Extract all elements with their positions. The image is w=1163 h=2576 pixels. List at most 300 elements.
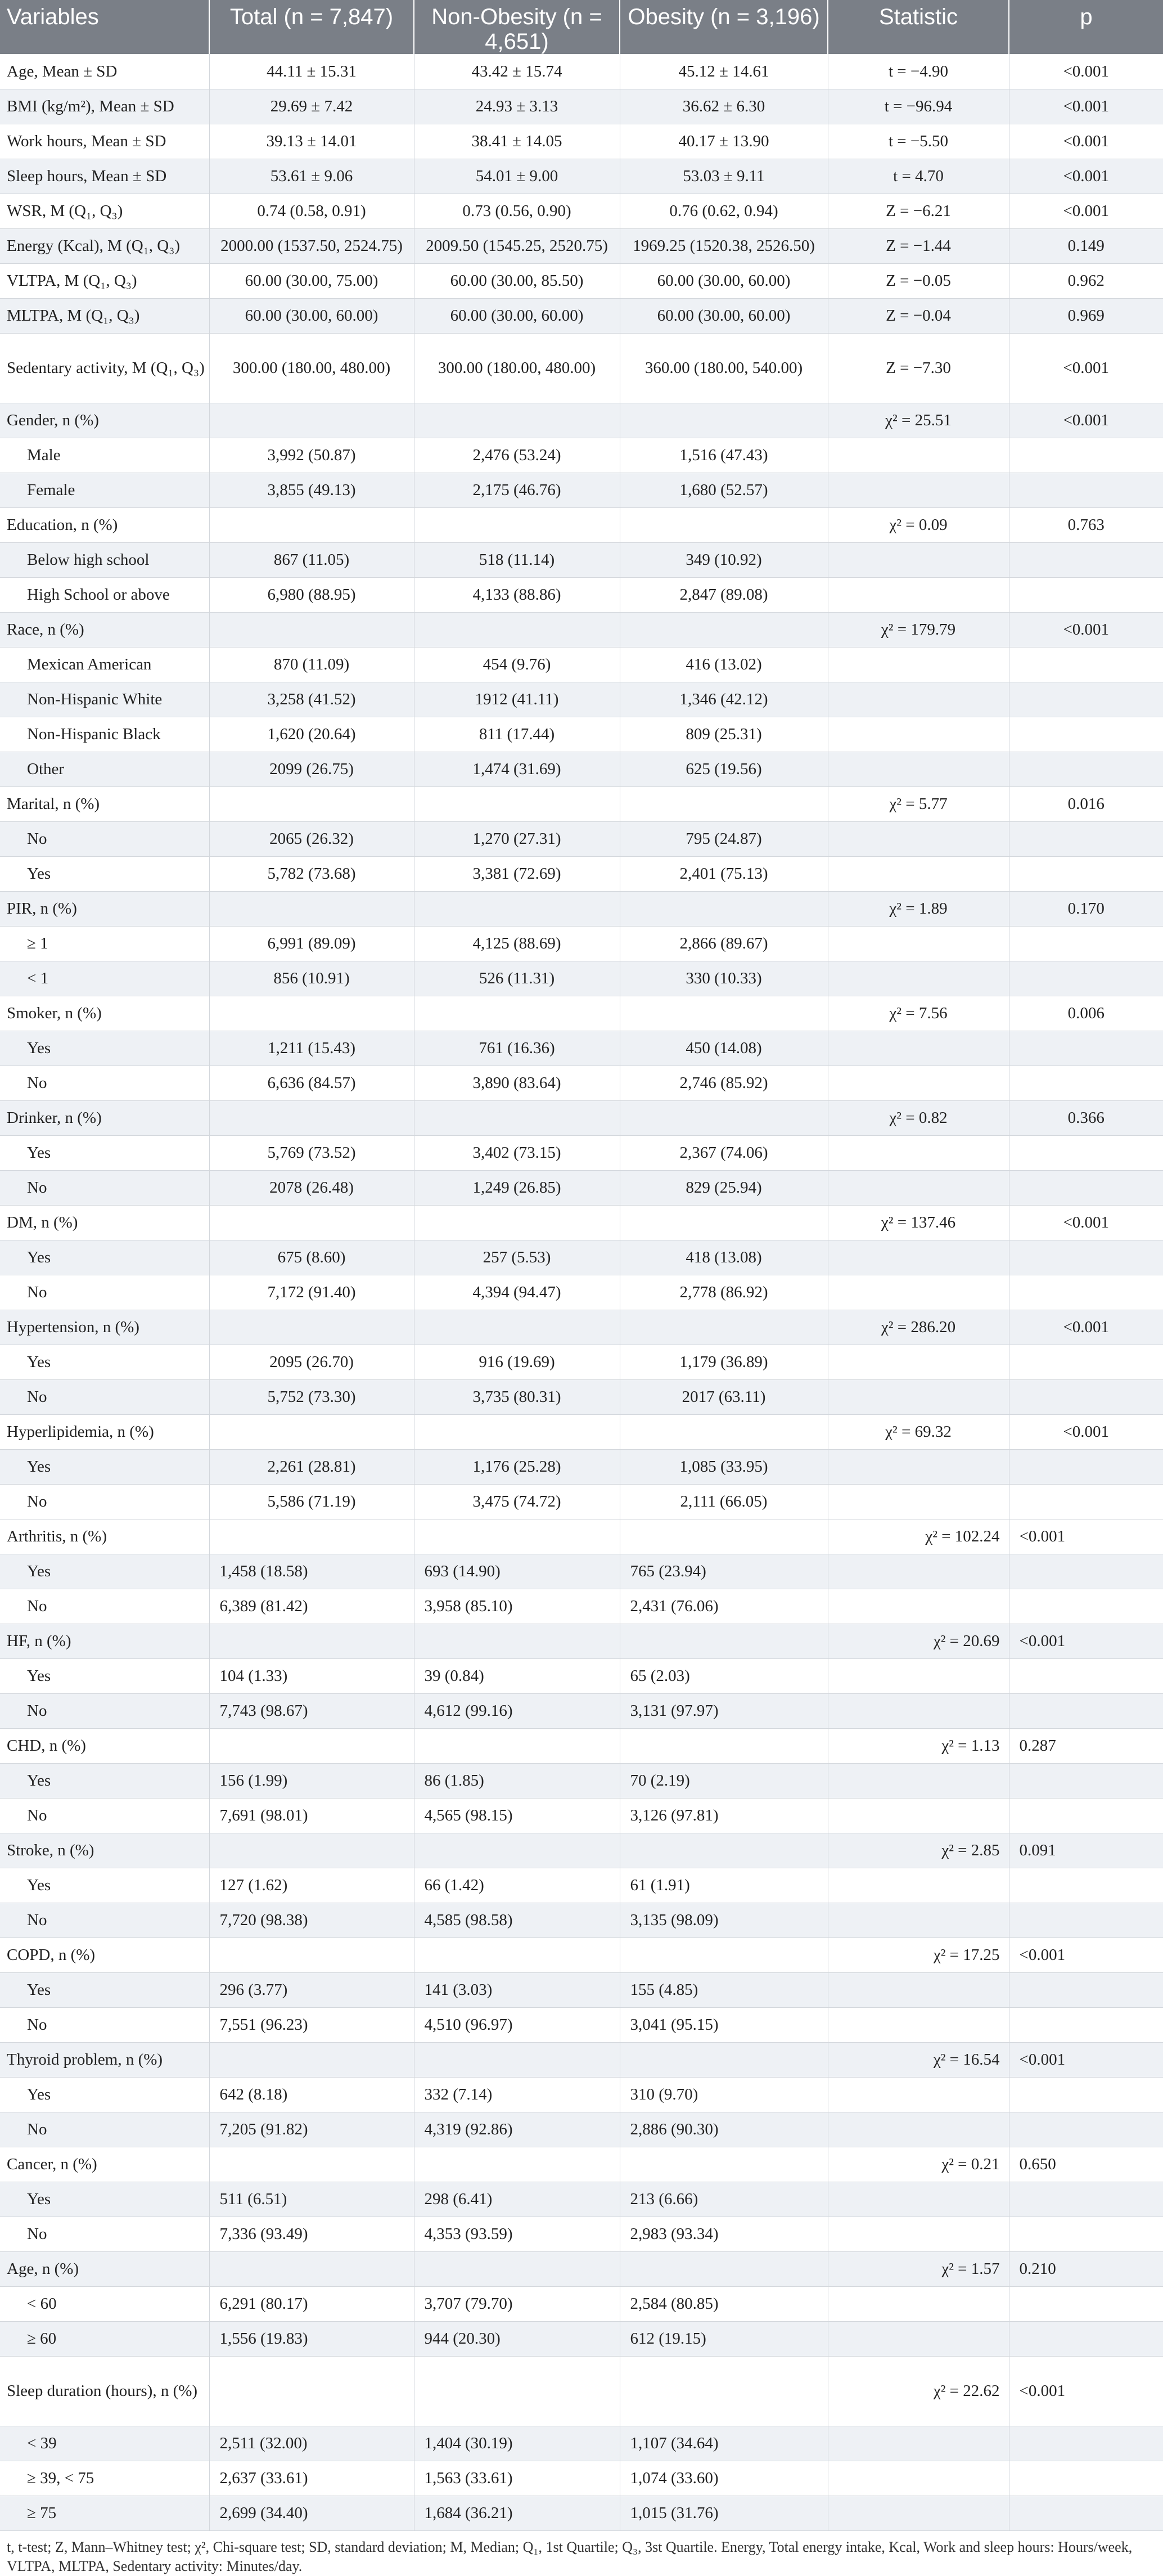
table-row — [0, 1763, 1163, 1798]
cell-p-value — [1009, 2461, 1163, 2496]
cell-non-obesity: 3,958 (85.10) — [414, 1589, 620, 1624]
cell-total: 675 (8.60) — [209, 1240, 414, 1275]
cell-variable: Male — [0, 438, 209, 473]
cell-non-obesity: 38.41 ± 14.05 — [414, 124, 620, 159]
cell-total — [209, 891, 414, 926]
cell-statistic: χ² = 0.09 — [828, 507, 1009, 542]
table-row — [0, 1903, 1163, 1937]
cell-p-value — [1009, 473, 1163, 507]
cell-total: 3,258 (41.52) — [209, 682, 414, 717]
table-row — [0, 1449, 1163, 1484]
cell-obesity: 60.00 (30.00, 60.00) — [620, 298, 828, 333]
cell-p-value — [1009, 438, 1163, 473]
cell-p-value: 0.366 — [1009, 1100, 1163, 1135]
cell-non-obesity: 300.00 (180.00, 480.00) — [414, 333, 620, 403]
cell-obesity: 45.12 ± 14.61 — [620, 54, 828, 89]
cell-variable: VLTPA, M (Q₁, Q₃) — [0, 263, 209, 298]
cell-non-obesity: 454 (9.76) — [414, 647, 620, 682]
cell-non-obesity — [414, 786, 620, 821]
cell-statistic: χ² = 0.21 — [828, 2147, 1009, 2182]
cell-statistic: χ² = 5.77 — [828, 786, 1009, 821]
cell-p-value — [1009, 1972, 1163, 2007]
cell-non-obesity: 43.42 ± 15.74 — [414, 54, 620, 89]
cell-statistic — [828, 926, 1009, 961]
cell-p-value: <0.001 — [1009, 1937, 1163, 1972]
cell-variable: No — [0, 2112, 209, 2147]
cell-variable: < 60 — [0, 2286, 209, 2321]
cell-obesity: 2,431 (76.06) — [620, 1589, 828, 1624]
cell-variable: Yes — [0, 1868, 209, 1903]
cell-non-obesity — [414, 996, 620, 1031]
cell-variable: Yes — [0, 1240, 209, 1275]
cell-statistic — [828, 856, 1009, 891]
table-row — [0, 1170, 1163, 1205]
table-row — [0, 577, 1163, 612]
cell-p-value — [1009, 2007, 1163, 2042]
cell-obesity: 416 (13.02) — [620, 647, 828, 682]
cell-p-value — [1009, 1798, 1163, 1833]
cell-p-value — [1009, 542, 1163, 577]
cell-statistic — [828, 2426, 1009, 2461]
cell-obesity: 1969.25 (1520.38, 2526.50) — [620, 228, 828, 263]
cell-obesity: 809 (25.31) — [620, 717, 828, 752]
cell-obesity: 1,074 (33.60) — [620, 2461, 828, 2496]
table-row — [0, 1379, 1163, 1414]
cell-statistic — [828, 2286, 1009, 2321]
cell-non-obesity: 1,270 (27.31) — [414, 821, 620, 856]
table-row — [0, 1031, 1163, 1066]
cell-statistic: Z = −0.05 — [828, 263, 1009, 298]
cell-obesity — [620, 1728, 828, 1763]
table-row — [0, 1658, 1163, 1693]
cell-variable: No — [0, 1589, 209, 1624]
cell-p-value: 0.016 — [1009, 786, 1163, 821]
cell-total: 104 (1.33) — [209, 1658, 414, 1693]
cell-p-value — [1009, 2321, 1163, 2356]
cell-total — [209, 2251, 414, 2286]
cell-obesity — [620, 996, 828, 1031]
cell-p-value — [1009, 1275, 1163, 1310]
cell-non-obesity — [414, 403, 620, 438]
table-row — [0, 961, 1163, 996]
cell-p-value — [1009, 961, 1163, 996]
cell-p-value — [1009, 1066, 1163, 1100]
table-row — [0, 752, 1163, 786]
cell-obesity — [620, 507, 828, 542]
table-row — [0, 2356, 1163, 2426]
cell-variable: Yes — [0, 1972, 209, 2007]
cell-obesity: 40.17 ± 13.90 — [620, 124, 828, 159]
cell-p-value — [1009, 2077, 1163, 2112]
cell-statistic — [828, 1170, 1009, 1205]
table-row — [0, 507, 1163, 542]
cell-statistic: t = −96.94 — [828, 89, 1009, 124]
cell-p-value: <0.001 — [1009, 54, 1163, 89]
cell-total: 2095 (26.70) — [209, 1345, 414, 1379]
cell-p-value: 0.149 — [1009, 228, 1163, 263]
table-row — [0, 1414, 1163, 1449]
cell-total: 44.11 ± 15.31 — [209, 54, 414, 89]
cell-statistic — [828, 1868, 1009, 1903]
cell-obesity — [620, 2251, 828, 2286]
cell-p-value — [1009, 2217, 1163, 2251]
table-row — [0, 1310, 1163, 1345]
cell-statistic: χ² = 179.79 — [828, 612, 1009, 647]
cell-variable: < 1 — [0, 961, 209, 996]
cell-p-value — [1009, 1484, 1163, 1519]
cell-p-value — [1009, 2496, 1163, 2530]
table-row — [0, 891, 1163, 926]
cell-obesity — [620, 786, 828, 821]
cell-variable: No — [0, 1379, 209, 1414]
cell-obesity: 0.76 (0.62, 0.94) — [620, 194, 828, 228]
cell-p-value: 0.650 — [1009, 2147, 1163, 2182]
cell-obesity: 2,866 (89.67) — [620, 926, 828, 961]
cell-non-obesity — [414, 1100, 620, 1135]
cell-statistic: Z = −0.04 — [828, 298, 1009, 333]
cell-total — [209, 1205, 414, 1240]
cell-statistic — [828, 2321, 1009, 2356]
cell-variable: Smoker, n (%) — [0, 996, 209, 1031]
cell-variable: Marital, n (%) — [0, 786, 209, 821]
cell-obesity: 1,179 (36.89) — [620, 1345, 828, 1379]
cell-total: 6,980 (88.95) — [209, 577, 414, 612]
table-body-lower — [0, 1519, 1163, 2530]
cell-p-value — [1009, 1031, 1163, 1066]
cell-variable: Mexican American — [0, 647, 209, 682]
cell-variable: Drinker, n (%) — [0, 1100, 209, 1135]
cell-variable: High School or above — [0, 577, 209, 612]
cell-p-value: <0.001 — [1009, 1310, 1163, 1345]
cell-statistic: χ² = 20.69 — [828, 1624, 1009, 1658]
cell-variable: Sleep hours, Mean ± SD — [0, 159, 209, 194]
cell-total: 7,336 (93.49) — [209, 2217, 414, 2251]
cell-variable: Work hours, Mean ± SD — [0, 124, 209, 159]
table-row — [0, 1519, 1163, 1554]
table-row — [0, 1135, 1163, 1170]
table-row — [0, 228, 1163, 263]
cell-variable: Other — [0, 752, 209, 786]
cell-variable: Stroke, n (%) — [0, 1833, 209, 1868]
cell-non-obesity: 526 (11.31) — [414, 961, 620, 996]
cell-statistic: χ² = 1.13 — [828, 1728, 1009, 1763]
cell-obesity: 2,401 (75.13) — [620, 856, 828, 891]
cell-non-obesity: 1,249 (26.85) — [414, 1170, 620, 1205]
cell-non-obesity: 66 (1.42) — [414, 1868, 620, 1903]
cell-total: 2,637 (33.61) — [209, 2461, 414, 2496]
table-row — [0, 856, 1163, 891]
cell-p-value: 0.170 — [1009, 891, 1163, 926]
cell-variable: Hypertension, n (%) — [0, 1310, 209, 1345]
cell-total: 7,720 (98.38) — [209, 1903, 414, 1937]
cell-statistic — [828, 2077, 1009, 2112]
table-row — [0, 1728, 1163, 1763]
cell-p-value — [1009, 1763, 1163, 1798]
cell-obesity: 829 (25.94) — [620, 1170, 828, 1205]
cell-variable: No — [0, 821, 209, 856]
cell-non-obesity: 916 (19.69) — [414, 1345, 620, 1379]
cell-non-obesity — [414, 612, 620, 647]
cell-non-obesity — [414, 2356, 620, 2426]
cell-variable: ≥ 1 — [0, 926, 209, 961]
cell-variable: Female — [0, 473, 209, 507]
cell-obesity: 625 (19.56) — [620, 752, 828, 786]
cell-obesity: 1,680 (52.57) — [620, 473, 828, 507]
table-row — [0, 1100, 1163, 1135]
table-row — [0, 1972, 1163, 2007]
cell-p-value: <0.001 — [1009, 124, 1163, 159]
cell-total — [209, 1937, 414, 1972]
cell-non-obesity: 3,402 (73.15) — [414, 1135, 620, 1170]
cell-obesity: 2,584 (80.85) — [620, 2286, 828, 2321]
cell-obesity — [620, 2356, 828, 2426]
cell-p-value: <0.001 — [1009, 1414, 1163, 1449]
cell-obesity — [620, 403, 828, 438]
cell-variable: No — [0, 1275, 209, 1310]
cell-non-obesity: 1,176 (25.28) — [414, 1449, 620, 1484]
cell-obesity: 70 (2.19) — [620, 1763, 828, 1798]
cell-p-value: <0.001 — [1009, 1624, 1163, 1658]
cell-total — [209, 786, 414, 821]
cell-p-value: <0.001 — [1009, 403, 1163, 438]
cell-statistic — [828, 1589, 1009, 1624]
cell-p-value — [1009, 1379, 1163, 1414]
cell-non-obesity: 4,394 (94.47) — [414, 1275, 620, 1310]
table-row — [0, 263, 1163, 298]
cell-statistic — [828, 647, 1009, 682]
cell-statistic — [828, 1554, 1009, 1589]
cell-obesity — [620, 2042, 828, 2077]
table-row — [0, 2321, 1163, 2356]
table-row — [0, 1937, 1163, 1972]
cell-non-obesity: 60.00 (30.00, 85.50) — [414, 263, 620, 298]
cell-statistic — [828, 752, 1009, 786]
cell-statistic: t = 4.70 — [828, 159, 1009, 194]
cell-variable: Gender, n (%) — [0, 403, 209, 438]
cell-statistic — [828, 1066, 1009, 1100]
cell-obesity: 3,126 (97.81) — [620, 1798, 828, 1833]
table-row — [0, 612, 1163, 647]
cell-statistic — [828, 1658, 1009, 1693]
cell-non-obesity: 257 (5.53) — [414, 1240, 620, 1275]
table-row — [0, 2426, 1163, 2461]
table-footnote: t, t-test; Z, Mann–Whitney test; χ², Chi-square test; SD, standard deviation; M, Median; Q₁, 1st Quartile; Q₃, 3st Quartile. Energy, Total energy intake, Kcal, Work and sleep hours: Hours/week, VLTPA, MLTPA, Sedentary activity: Minutes/day. — [7, 2538, 1133, 2574]
cell-statistic — [828, 1240, 1009, 1275]
cell-non-obesity: 3,381 (72.69) — [414, 856, 620, 891]
header-statistic: Statistic — [828, 0, 1009, 54]
cell-p-value: <0.001 — [1009, 612, 1163, 647]
cell-total: 1,211 (15.43) — [209, 1031, 414, 1066]
cell-variable: CHD, n (%) — [0, 1728, 209, 1763]
table-row — [0, 2496, 1163, 2530]
cell-total: 867 (11.05) — [209, 542, 414, 577]
cell-obesity: 2017 (63.11) — [620, 1379, 828, 1414]
cell-p-value: 0.210 — [1009, 2251, 1163, 2286]
table-row — [0, 1205, 1163, 1240]
cell-non-obesity: 4,125 (88.69) — [414, 926, 620, 961]
table-row — [0, 2007, 1163, 2042]
cell-p-value — [1009, 1868, 1163, 1903]
cell-variable: DM, n (%) — [0, 1205, 209, 1240]
cell-total — [209, 1728, 414, 1763]
cell-p-value — [1009, 1135, 1163, 1170]
cell-total: 2078 (26.48) — [209, 1170, 414, 1205]
cell-total: 3,855 (49.13) — [209, 473, 414, 507]
cell-total — [209, 1624, 414, 1658]
cell-statistic — [828, 1345, 1009, 1379]
cell-variable: Hyperlipidemia, n (%) — [0, 1414, 209, 1449]
table-row — [0, 786, 1163, 821]
cell-non-obesity — [414, 1310, 620, 1345]
cell-statistic — [828, 2007, 1009, 2042]
table-row — [0, 1554, 1163, 1589]
cell-variable: No — [0, 1484, 209, 1519]
cell-non-obesity: 3,475 (74.72) — [414, 1484, 620, 1519]
cell-obesity: 65 (2.03) — [620, 1658, 828, 1693]
cell-obesity: 2,847 (89.08) — [620, 577, 828, 612]
cell-non-obesity: 4,565 (98.15) — [414, 1798, 620, 1833]
cell-p-value: 0.969 — [1009, 298, 1163, 333]
cell-variable: Yes — [0, 1658, 209, 1693]
table-row — [0, 1240, 1163, 1275]
table-row — [0, 473, 1163, 507]
cell-variable: Non-Hispanic White — [0, 682, 209, 717]
cell-total: 53.61 ± 9.06 — [209, 159, 414, 194]
cell-total: 39.13 ± 14.01 — [209, 124, 414, 159]
cell-p-value: <0.001 — [1009, 1205, 1163, 1240]
cell-obesity: 360.00 (180.00, 540.00) — [620, 333, 828, 403]
cell-non-obesity: 811 (17.44) — [414, 717, 620, 752]
cell-p-value: <0.001 — [1009, 159, 1163, 194]
cell-non-obesity: 4,133 (88.86) — [414, 577, 620, 612]
cell-total: 870 (11.09) — [209, 647, 414, 682]
cell-total: 7,743 (98.67) — [209, 1693, 414, 1728]
header-non-obesity: Non-Obesity (n = 4,651) — [414, 0, 620, 54]
cell-variable: Age, n (%) — [0, 2251, 209, 2286]
cell-p-value — [1009, 682, 1163, 717]
cell-obesity: 1,346 (42.12) — [620, 682, 828, 717]
cell-statistic — [828, 1798, 1009, 1833]
table-row — [0, 821, 1163, 856]
cell-statistic: χ² = 137.46 — [828, 1205, 1009, 1240]
cell-obesity: 2,111 (66.05) — [620, 1484, 828, 1519]
cell-variable: No — [0, 1903, 209, 1937]
cell-total: 300.00 (180.00, 480.00) — [209, 333, 414, 403]
cell-statistic — [828, 1972, 1009, 2007]
cell-statistic: χ² = 7.56 — [828, 996, 1009, 1031]
cell-non-obesity: 693 (14.90) — [414, 1554, 620, 1589]
cell-obesity — [620, 1833, 828, 1868]
cell-variable: COPD, n (%) — [0, 1937, 209, 1972]
cell-total: 0.74 (0.58, 0.91) — [209, 194, 414, 228]
cell-non-obesity: 141 (3.03) — [414, 1972, 620, 2007]
cell-total: 6,991 (89.09) — [209, 926, 414, 961]
cell-p-value — [1009, 821, 1163, 856]
cell-total: 1,458 (18.58) — [209, 1554, 414, 1589]
cell-statistic: χ² = 286.20 — [828, 1310, 1009, 1345]
table-row — [0, 2286, 1163, 2321]
cell-p-value — [1009, 647, 1163, 682]
table-row — [0, 124, 1163, 159]
cell-non-obesity — [414, 507, 620, 542]
cell-variable: No — [0, 2217, 209, 2251]
cell-non-obesity — [414, 1833, 620, 1868]
cell-total: 7,172 (91.40) — [209, 1275, 414, 1310]
cell-statistic: χ² = 1.89 — [828, 891, 1009, 926]
cell-statistic — [828, 682, 1009, 717]
cell-statistic — [828, 961, 1009, 996]
cell-obesity: 2,886 (90.30) — [620, 2112, 828, 2147]
cell-total: 5,586 (71.19) — [209, 1484, 414, 1519]
cell-total: 856 (10.91) — [209, 961, 414, 996]
cell-statistic — [828, 577, 1009, 612]
table-row — [0, 2461, 1163, 2496]
cell-p-value: <0.001 — [1009, 2042, 1163, 2077]
cell-p-value: 0.763 — [1009, 507, 1163, 542]
cell-obesity — [620, 1310, 828, 1345]
cell-non-obesity: 332 (7.14) — [414, 2077, 620, 2112]
cell-obesity — [620, 1519, 828, 1554]
cell-p-value — [1009, 2426, 1163, 2461]
cell-non-obesity: 1,474 (31.69) — [414, 752, 620, 786]
cell-obesity: 1,516 (47.43) — [620, 438, 828, 473]
cell-variable: Yes — [0, 856, 209, 891]
cell-total: 2099 (26.75) — [209, 752, 414, 786]
cell-non-obesity: 0.73 (0.56, 0.90) — [414, 194, 620, 228]
cell-statistic: Z = −7.30 — [828, 333, 1009, 403]
cell-total: 7,551 (96.23) — [209, 2007, 414, 2042]
cell-p-value — [1009, 2182, 1163, 2217]
cell-non-obesity: 298 (6.41) — [414, 2182, 620, 2217]
cell-non-obesity — [414, 891, 620, 926]
cell-non-obesity: 24.93 ± 3.13 — [414, 89, 620, 124]
cell-variable: PIR, n (%) — [0, 891, 209, 926]
table-row — [0, 333, 1163, 403]
table-row — [0, 2042, 1163, 2077]
table-row — [0, 438, 1163, 473]
cell-p-value: <0.001 — [1009, 89, 1163, 124]
cell-variable: Age, Mean ± SD — [0, 54, 209, 89]
cell-total: 127 (1.62) — [209, 1868, 414, 1903]
table-row — [0, 1833, 1163, 1868]
table-row — [0, 1066, 1163, 1100]
cell-obesity: 2,778 (86.92) — [620, 1275, 828, 1310]
table-row — [0, 1624, 1163, 1658]
cell-obesity: 61 (1.91) — [620, 1868, 828, 1903]
cell-statistic — [828, 717, 1009, 752]
cell-total: 7,691 (98.01) — [209, 1798, 414, 1833]
cell-statistic — [828, 542, 1009, 577]
cell-total: 511 (6.51) — [209, 2182, 414, 2217]
cell-non-obesity: 86 (1.85) — [414, 1763, 620, 1798]
cell-total: 2065 (26.32) — [209, 821, 414, 856]
cell-obesity — [620, 891, 828, 926]
cell-non-obesity — [414, 2147, 620, 2182]
cell-non-obesity: 518 (11.14) — [414, 542, 620, 577]
cell-total — [209, 507, 414, 542]
cell-total: 296 (3.77) — [209, 1972, 414, 2007]
cell-variable: < 39 — [0, 2426, 209, 2461]
cell-variable: Thyroid problem, n (%) — [0, 2042, 209, 2077]
cell-variable: Sleep duration (hours), n (%) — [0, 2356, 209, 2426]
cell-statistic — [828, 1031, 1009, 1066]
cell-statistic — [828, 1763, 1009, 1798]
cell-non-obesity: 1,563 (33.61) — [414, 2461, 620, 2496]
cell-p-value — [1009, 1554, 1163, 1589]
cell-non-obesity: 2,476 (53.24) — [414, 438, 620, 473]
cell-non-obesity — [414, 1624, 620, 1658]
cell-non-obesity: 2009.50 (1545.25, 2520.75) — [414, 228, 620, 263]
